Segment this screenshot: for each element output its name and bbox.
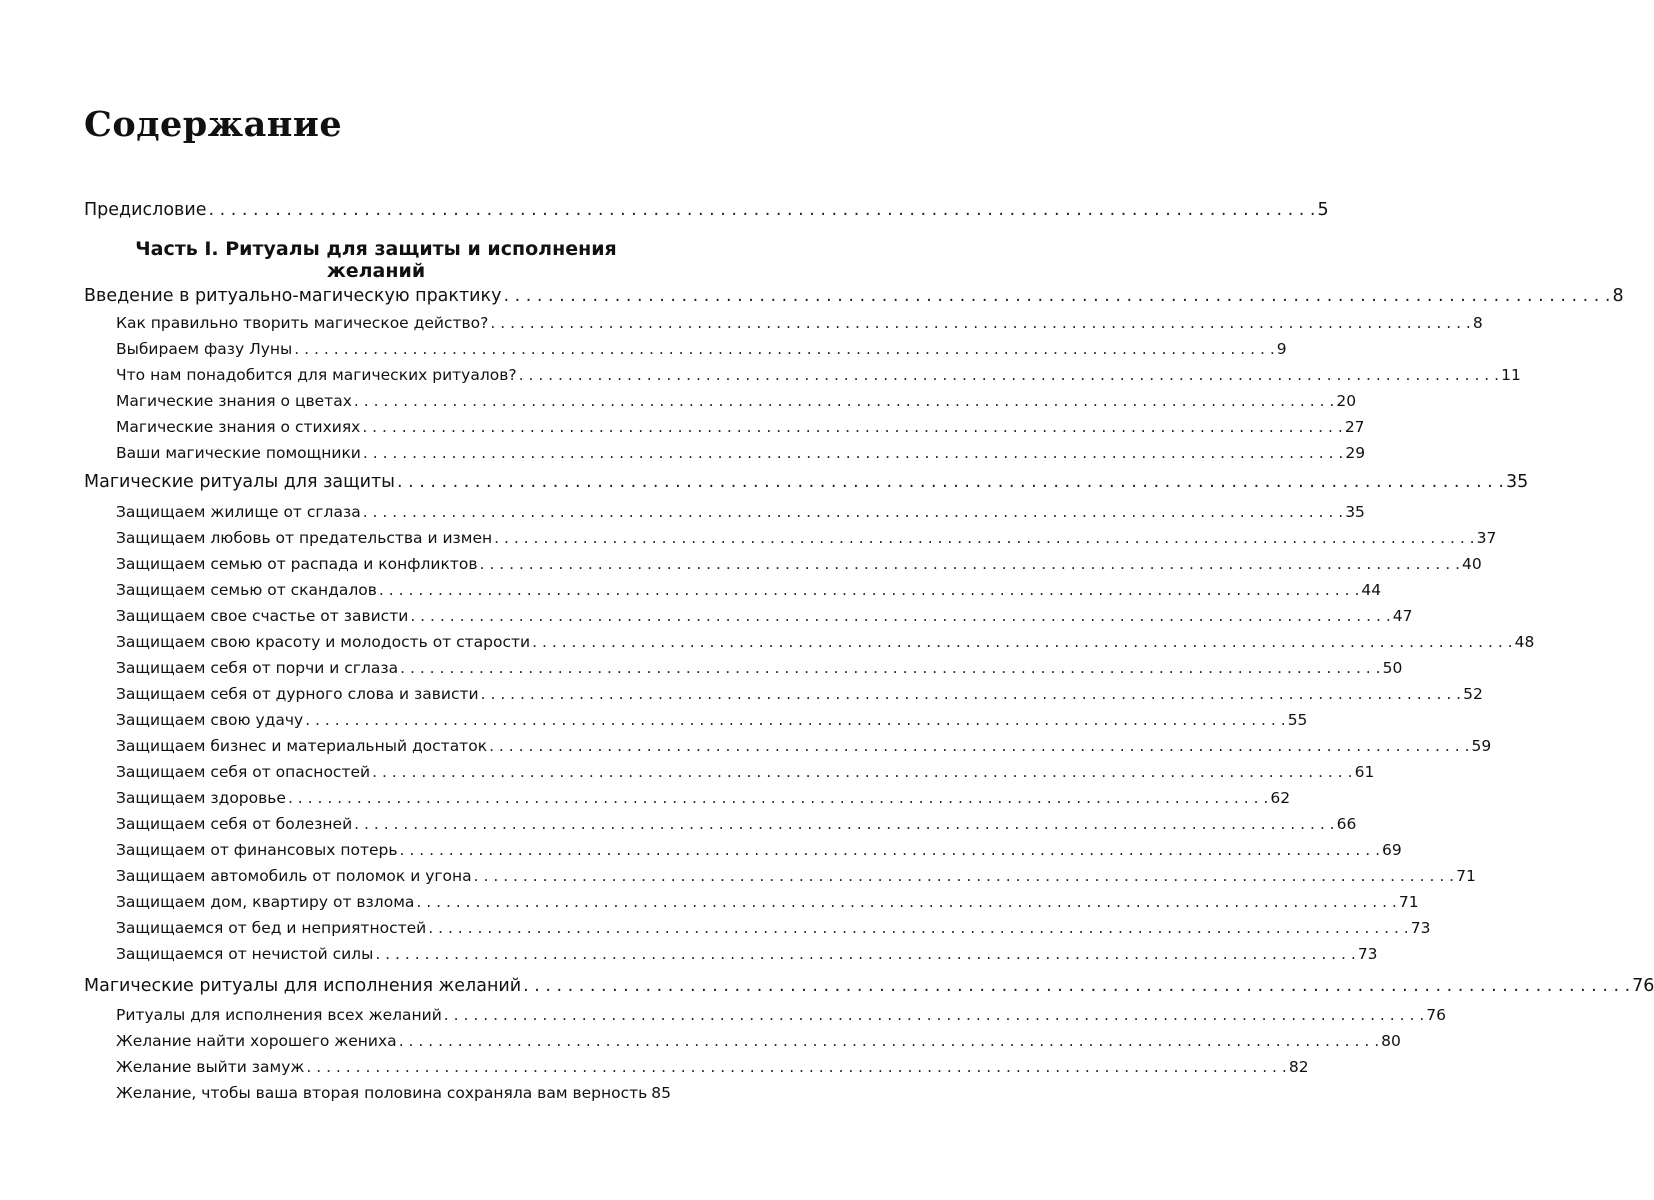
toc-entry-title: Защищаем от финансовых потерь	[116, 841, 398, 859]
toc-subsection-entry	[116, 314, 1483, 332]
toc-entry-page: 35	[1505, 472, 1529, 492]
toc-entry-title: Что нам понадобится для магических ритуалов?	[116, 366, 517, 384]
toc-dot-leader	[532, 633, 1512, 651]
toc-subsection-entry	[116, 1084, 671, 1102]
toc-dot-leader	[481, 685, 1461, 703]
toc-entry-title: Защищаемся от нечистой силы	[116, 945, 374, 963]
toc-subsection-entry	[116, 789, 1291, 807]
toc-dot-leader	[294, 340, 1274, 358]
toc-subsection-entry	[116, 418, 1365, 436]
toc-subsection-entry	[116, 763, 1375, 781]
toc-dot-leader	[503, 286, 1610, 306]
toc-dot-leader	[362, 418, 1342, 436]
toc-dot-leader	[428, 919, 1408, 937]
toc-entry-title: Ритуалы для исполнения всех желаний	[116, 1006, 442, 1024]
toc-subsection-entry	[116, 1058, 1309, 1076]
toc-entry-page: 11	[1501, 366, 1521, 384]
toc-dot-leader	[305, 711, 1285, 729]
toc-entry-page: 71	[1398, 893, 1419, 911]
toc-subsection-entry	[116, 633, 1535, 651]
toc-subsection-entry	[116, 340, 1287, 358]
toc-dot-leader	[354, 392, 1334, 410]
toc-entry-title: Защищаем любовь от предательства и измен	[116, 529, 493, 547]
toc-section-entry	[84, 286, 1624, 306]
toc-entry-title: Защищаем свою удачу	[116, 711, 304, 729]
toc-entry-title: Защищаем здоровье	[116, 789, 286, 807]
toc-subsection-entry	[116, 581, 1382, 599]
toc-dot-leader	[474, 867, 1454, 885]
toc-dot-leader	[379, 581, 1359, 599]
toc-entry-title: Защищаем жилище от сглаза	[116, 503, 361, 521]
toc-subsection-entry	[116, 444, 1366, 462]
toc-entry-title: Желание, чтобы ваша вторая половина сохраняла вам верность	[116, 1084, 648, 1102]
toc-entry-page: 82	[1288, 1058, 1309, 1076]
toc-entry-title: Защищаем бизнес и материальный достаток	[116, 737, 488, 755]
toc-entry-page: 37	[1476, 529, 1497, 547]
toc-dot-leader	[354, 815, 1334, 833]
toc-entry-title: Защищаем свою красоту и молодость от старости	[116, 633, 531, 651]
toc-subsection-entry	[116, 529, 1497, 547]
toc-entry-page: 35	[1345, 503, 1365, 521]
toc-subsection-entry	[116, 1032, 1401, 1050]
toc-entry-page: 8	[1472, 314, 1483, 332]
toc-subsection-entry	[116, 503, 1365, 521]
toc-entry-title: Защищаем автомобиль от поломок и угона	[116, 867, 472, 885]
toc-dot-leader	[375, 945, 1355, 963]
toc-entry-page: 80	[1381, 1032, 1401, 1050]
toc-dot-leader	[397, 472, 1504, 492]
toc-entry-page: 59	[1471, 737, 1492, 755]
toc-section-entry	[84, 976, 1654, 996]
toc-entry-title: Магические ритуалы для защиты	[84, 472, 395, 492]
toc-entry-page: 48	[1514, 633, 1535, 651]
toc-subsection-entry	[116, 945, 1378, 963]
toc-subsection-entry	[116, 893, 1419, 911]
toc-entry-page: 73	[1410, 919, 1431, 937]
toc-entry-page: 20	[1336, 392, 1357, 410]
toc-entry-page: 8	[1612, 286, 1624, 306]
toc-entry-page: 50	[1382, 659, 1403, 677]
toc-dot-leader	[494, 529, 1474, 547]
toc-dot-leader	[523, 976, 1630, 996]
toc-entry-title: Желание выйти замуж	[116, 1058, 305, 1076]
toc-entry-page: 66	[1336, 815, 1357, 833]
toc-entry-title: Магические знания о стихиях	[116, 418, 361, 436]
page-title: Содержание	[84, 104, 343, 145]
toc-dot-leader	[416, 893, 1396, 911]
toc-subsection-entry	[116, 685, 1483, 703]
toc-entry-page: 44	[1361, 581, 1382, 599]
toc-dot-leader	[400, 659, 1380, 677]
toc-entry-title: Магические ритуалы для исполнения желаний	[84, 976, 522, 996]
toc-entry-page: 62	[1270, 789, 1291, 807]
toc-entry-title: Ваши магические помощники	[116, 444, 361, 462]
toc-dot-leader	[288, 789, 1268, 807]
toc-entry-page: 5	[1317, 200, 1329, 220]
toc-entry-title: Защищаем себя от дурного слова и зависти	[116, 685, 479, 703]
toc-dot-leader	[410, 607, 1390, 625]
toc-dot-leader	[400, 841, 1380, 859]
toc-dot-leader	[519, 366, 1499, 384]
toc-entry-title: Желание найти хорошего жениха	[116, 1032, 397, 1050]
toc-subsection-entry	[116, 737, 1492, 755]
toc-section-entry	[84, 200, 1329, 220]
toc-entry-page: 9	[1276, 340, 1287, 358]
toc-dot-leader	[444, 1006, 1424, 1024]
toc-entry-title: Как правильно творить магическое действо?	[116, 314, 489, 332]
toc-subsection-entry	[116, 1006, 1447, 1024]
toc-dot-leader	[490, 314, 1470, 332]
toc-entry-page: 55	[1287, 711, 1308, 729]
toc-entry-title: Защищаем себя от порчи и сглаза	[116, 659, 399, 677]
toc-entry-title: Предисловие	[84, 200, 207, 220]
toc-subsection-entry	[116, 392, 1357, 410]
toc-subsection-entry	[116, 607, 1413, 625]
toc-entry-page: 76	[1426, 1006, 1447, 1024]
toc-subsection-entry	[116, 867, 1476, 885]
toc-entry-title: Защищаем семью от распада и конфликтов	[116, 555, 478, 573]
toc-subsection-entry	[116, 841, 1402, 859]
toc-subsection-entry	[116, 555, 1482, 573]
toc-entry-page: 52	[1463, 685, 1483, 703]
toc-entry-page: 27	[1344, 418, 1365, 436]
toc-entry-title: Защищаемся от бед и неприятностей	[116, 919, 427, 937]
toc-entry-title: Защищаем себя от болезней	[116, 815, 353, 833]
toc-entry-title: Защищаем себя от опасностей	[116, 763, 371, 781]
toc-dot-leader	[480, 555, 1460, 573]
toc-entry-page: 69	[1382, 841, 1402, 859]
toc-entry-page: 47	[1392, 607, 1413, 625]
toc-entry-page: 76	[1632, 976, 1654, 996]
toc-entry-title: Защищаем семью от скандалов	[116, 581, 377, 599]
toc-dot-leader	[372, 763, 1352, 781]
toc-entry-page: 73	[1357, 945, 1378, 963]
part-title: Часть I. Ритуалы для защиты и исполнения желаний	[135, 238, 617, 282]
toc-entry-title: Защищаем свое счастье от зависти	[116, 607, 409, 625]
toc-dot-leader	[399, 1032, 1379, 1050]
toc-entry-page: 61	[1354, 763, 1375, 781]
toc-subsection-entry	[116, 919, 1431, 937]
toc-entry-page: 29	[1345, 444, 1366, 462]
toc-entry-title: Магические знания о цветах	[116, 392, 352, 410]
toc-dot-leader	[489, 737, 1469, 755]
toc-entry-page: 71	[1456, 867, 1476, 885]
toc-section-entry	[84, 472, 1529, 492]
toc-subsection-entry	[116, 659, 1403, 677]
toc-dot-leader	[363, 444, 1343, 462]
toc-dot-leader	[306, 1058, 1286, 1076]
toc-dot-leader	[208, 200, 1315, 220]
toc-subsection-entry	[116, 815, 1357, 833]
toc-entry-title: Защищаем дом, квартиру от взлома	[116, 893, 415, 911]
toc-entry-title: Выбираем фазу Луны	[116, 340, 293, 358]
toc-entry-page: 85	[651, 1084, 671, 1102]
toc-entry-page: 40	[1462, 555, 1482, 573]
toc-entry-title: Введение в ритуально-магическую практику	[84, 286, 502, 306]
toc-dot-leader	[363, 503, 1343, 521]
toc-subsection-entry	[116, 366, 1521, 384]
toc-subsection-entry	[116, 711, 1308, 729]
